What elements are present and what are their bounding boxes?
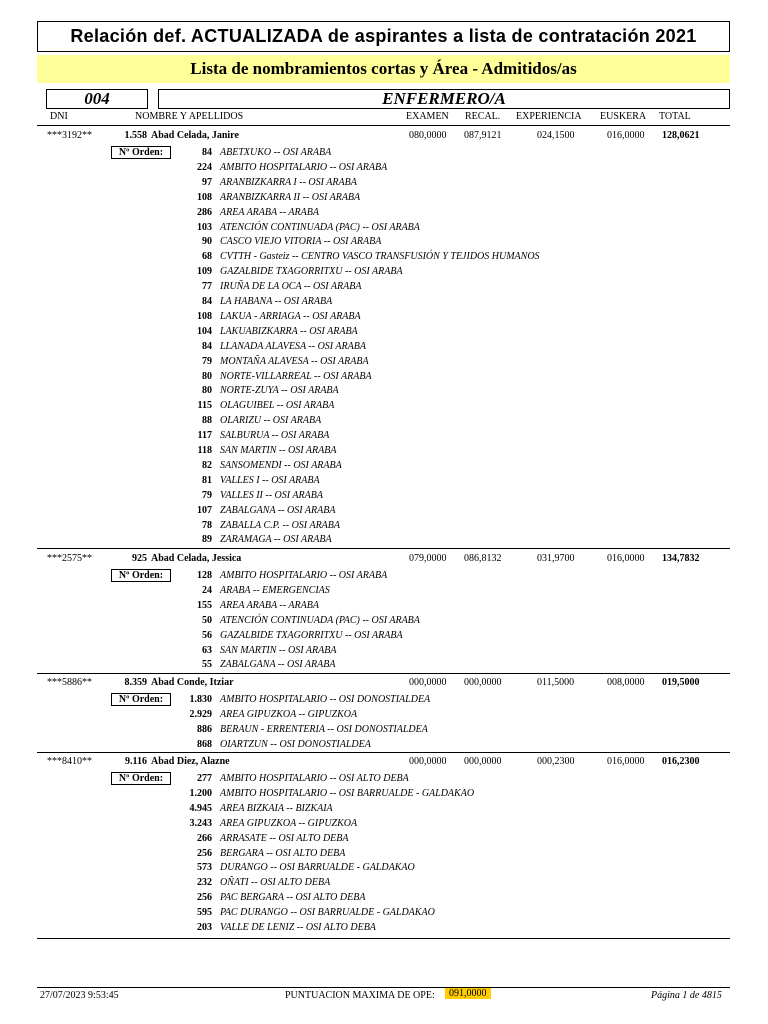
preference-number: 224 <box>197 161 212 173</box>
preference-number: 78 <box>202 519 212 531</box>
preference-area: AREA GIPUZKOA -- GIPUZKOA <box>220 708 358 720</box>
candidate-name: Abad Celada, Janire <box>151 130 239 141</box>
preference-area: ATENCIÓN CONTINUADA (PAC) -- OSI ARABA <box>220 221 420 233</box>
category-name: ENFERMERO/A <box>158 89 730 109</box>
preference-number: 886 <box>197 723 212 735</box>
footer-max-value: 091,0000 <box>445 988 491 999</box>
footer-divider <box>37 987 730 988</box>
candidate-examen: 079,0000 <box>409 553 447 564</box>
preference-area: OLARIZU -- OSI ARABA <box>220 415 322 427</box>
preference-number: 117 <box>197 430 212 442</box>
preference-area: OÑATI -- OSI ALTO DEBA <box>220 877 331 889</box>
preference-area: SAN MARTIN -- OSI ARABA <box>220 445 337 456</box>
candidate-total: 019,5000 <box>662 677 700 688</box>
candidate-recal: 000,0000 <box>464 677 502 688</box>
preference-number: 2.929 <box>189 708 212 720</box>
preference-number: 1.830 <box>189 694 212 705</box>
preference-area: BERGARA -- OSI ALTO DEBA <box>220 847 346 859</box>
preference-number: 103 <box>197 221 212 233</box>
preference-number: 277 <box>197 773 212 784</box>
preference-area: MONTAÑA ALAVESA -- OSI ARABA <box>220 355 369 367</box>
preference-number: 256 <box>197 847 212 859</box>
candidate-recal: 000,0000 <box>464 756 502 767</box>
column-header-total: TOTAL <box>659 111 691 122</box>
preference-area: LA HABANA -- OSI ARABA <box>220 296 333 307</box>
preference-number: 104 <box>197 325 212 337</box>
preference-area: LLANADA ALAVESA -- OSI ARABA <box>220 340 366 352</box>
candidate-number: 8.359 <box>124 677 147 688</box>
preference-number: 84 <box>202 340 212 352</box>
document-subtitle: Lista de nombramientos cortas y Área - Admitidos/as <box>37 55 730 83</box>
preference-number: 118 <box>197 445 212 456</box>
preference-area: AMBITO HOSPITALARIO -- OSI BARRUALDE - GALDAKAO <box>220 787 475 799</box>
preference-area: SAN MARTIN -- OSI ARABA <box>220 644 337 656</box>
preference-number: 55 <box>202 659 212 671</box>
column-header-dni: DNI <box>50 111 68 122</box>
candidate-name: Abad Diez, Alazne <box>151 756 230 767</box>
preference-area: SALBURUA -- OSI ARABA <box>220 430 330 442</box>
preference-area: AMBITO HOSPITALARIO -- OSI ALTO DEBA <box>220 773 409 784</box>
preference-number: 79 <box>202 489 212 501</box>
preference-number: 24 <box>202 584 212 596</box>
candidate-separator <box>37 673 730 674</box>
candidate-dni: ***8410** <box>47 756 92 767</box>
candidate-experiencia: 024,1500 <box>537 130 575 141</box>
preference-number: 4.945 <box>189 802 212 814</box>
column-header-examen: EXAMEN <box>406 111 449 122</box>
preference-number: 3.243 <box>189 817 212 829</box>
preference-number: 1.200 <box>189 787 212 799</box>
candidate-euskera: 016,0000 <box>607 553 645 564</box>
preference-number: 107 <box>197 504 212 516</box>
preference-area: AREA ARABA -- ARABA <box>220 599 319 611</box>
preference-area: AMBITO HOSPITALARIO -- OSI ARABA <box>220 570 388 581</box>
candidate-experiencia: 011,5000 <box>537 677 575 688</box>
footer-max-label: PUNTUACION MAXIMA DE OPE: <box>285 990 435 1001</box>
preference-area: DURANGO -- OSI BARRUALDE - GALDAKAO <box>220 862 415 874</box>
preference-area: LAKUA - ARRIAGA -- OSI ARABA <box>220 310 361 322</box>
candidate-name: Abad Celada, Jessica <box>151 553 242 564</box>
preference-area: AMBITO HOSPITALARIO -- OSI DONOSTIALDEA <box>220 694 431 705</box>
candidate-recal: 086,8132 <box>464 553 502 564</box>
candidate-total: 134,7832 <box>662 553 700 564</box>
preference-area: CVTTH - Gasteiz -- CENTRO VASCO TRANSFUSIÓN Y TEJIDOS HUMANOS <box>220 251 540 263</box>
preference-number: 115 <box>197 400 212 412</box>
preference-number: 155 <box>197 599 212 611</box>
orden-label-box: Nº Orden: <box>111 569 171 582</box>
preference-number: 266 <box>197 832 212 844</box>
document-title: Relación def. ACTUALIZADA de aspirantes a lista de contratación 2021 <box>37 21 730 52</box>
candidate-number: 9.116 <box>125 756 147 767</box>
preference-area: AREA BIZKAIA -- BIZKAIA <box>220 802 333 814</box>
preference-number: 286 <box>197 206 212 218</box>
column-header-recal: RECAL. <box>465 111 501 122</box>
preference-area: LAKUABIZKARRA -- OSI ARABA <box>220 325 358 337</box>
preference-area: CASCO VIEJO VITORIA -- OSI ARABA <box>220 236 382 248</box>
preference-number: 80 <box>202 385 212 397</box>
preference-number: 109 <box>197 266 212 278</box>
preference-area: ARABA -- EMERGENCIAS <box>220 584 330 596</box>
column-header-name: NOMBRE Y APELLIDOS <box>135 111 244 122</box>
preference-area: PAC BERGARA -- OSI ALTO DEBA <box>220 892 366 904</box>
preference-area: ZABALLA C.P. -- OSI ARABA <box>220 519 340 531</box>
preference-area: VALLE DE LENIZ -- OSI ALTO DEBA <box>220 922 376 933</box>
preference-number: 68 <box>202 251 212 263</box>
preference-number: 128 <box>197 570 212 581</box>
candidate-recal: 087,9121 <box>464 130 502 141</box>
preference-area: NORTE-VILLARREAL -- OSI ARABA <box>220 370 372 382</box>
orden-label-box: Nº Orden: <box>111 146 171 159</box>
preference-number: 79 <box>202 355 212 367</box>
candidate-dni: ***2575** <box>47 553 92 564</box>
preference-area: GAZALBIDE TXAGORRITXU -- OSI ARABA <box>220 629 403 641</box>
preference-area: ZABALGANA -- OSI ARABA <box>220 504 336 516</box>
preference-number: 84 <box>202 296 212 307</box>
preference-area: PAC DURANGO -- OSI BARRUALDE - GALDAKAO <box>220 907 435 919</box>
preference-number: 90 <box>202 236 212 248</box>
candidate-euskera: 016,0000 <box>607 130 645 141</box>
candidate-total: 128,0621 <box>662 130 700 141</box>
candidate-euskera: 008,0000 <box>607 677 645 688</box>
preference-number: 595 <box>197 907 212 919</box>
orden-label-box: Nº Orden: <box>111 772 171 785</box>
footer-datetime: 27/07/2023 9:53:45 <box>40 990 119 1001</box>
preference-number: 232 <box>197 877 212 889</box>
preference-number: 108 <box>197 310 212 322</box>
preference-area: OIARTZUN -- OSI DONOSTIALDEA <box>220 738 371 750</box>
candidate-experiencia: 000,2300 <box>537 756 575 767</box>
preference-area: ZARAMAGA -- OSI ARABA <box>220 534 332 546</box>
preference-area: GAZALBIDE TXAGORRITXU -- OSI ARABA <box>220 266 403 278</box>
preference-number: 573 <box>197 862 212 874</box>
preference-number: 256 <box>197 892 212 904</box>
category-code: 004 <box>46 89 148 109</box>
preference-number: 50 <box>202 614 212 626</box>
preference-number: 97 <box>202 176 212 188</box>
preference-area: NORTE-ZUYA -- OSI ARABA <box>220 385 339 397</box>
candidate-number: 1.558 <box>124 130 147 141</box>
preference-area: ATENCIÓN CONTINUADA (PAC) -- OSI ARABA <box>220 614 420 626</box>
preference-number: 84 <box>202 147 212 158</box>
candidate-separator <box>37 752 730 753</box>
preference-area: VALLES II -- OSI ARABA <box>220 489 323 501</box>
preference-area: AREA ARABA -- ARABA <box>220 206 319 218</box>
candidate-number: 925 <box>132 553 147 564</box>
preference-number: 80 <box>202 370 212 382</box>
candidate-dni: ***3192** <box>47 130 92 141</box>
candidate-name: Abad Conde, Itziar <box>151 677 234 688</box>
preference-number: 81 <box>202 474 212 486</box>
column-header-euskera: EUSKERA <box>600 111 647 122</box>
preference-area: ARANBIZKARRA II -- OSI ARABA <box>220 191 361 203</box>
preference-area: IRUÑA DE LA OCA -- OSI ARABA <box>220 281 362 293</box>
preference-area: BERAUN - ERRENTERIA -- OSI DONOSTIALDEA <box>220 723 428 735</box>
preference-area: VALLES I -- OSI ARABA <box>220 474 320 486</box>
preference-number: 63 <box>202 644 212 656</box>
preference-number: 56 <box>202 629 212 641</box>
preference-area: ARANBIZKARRA I -- OSI ARABA <box>220 176 357 188</box>
preference-area: SANSOMENDI -- OSI ARABA <box>220 459 342 471</box>
footer-page-number: Página 1 de 4815 <box>651 990 722 1001</box>
candidate-examen: 000,0000 <box>409 756 447 767</box>
header-divider <box>37 125 730 126</box>
candidate-experiencia: 031,9700 <box>537 553 575 564</box>
candidate-total: 016,2300 <box>662 756 700 767</box>
candidate-separator <box>37 548 730 549</box>
candidate-euskera: 016,0000 <box>607 756 645 767</box>
preference-area: OLAGUIBEL -- OSI ARABA <box>220 400 335 412</box>
column-header-experiencia: EXPERIENCIA <box>516 111 582 122</box>
preference-area: ABETXUKO -- OSI ARABA <box>220 147 332 158</box>
candidate-separator <box>37 938 730 939</box>
preference-area: AMBITO HOSPITALARIO -- OSI ARABA <box>220 161 388 173</box>
candidate-dni: ***5886** <box>47 677 92 688</box>
preference-area: ARRASATE -- OSI ALTO DEBA <box>220 832 349 844</box>
preference-number: 82 <box>202 459 212 471</box>
preference-number: 108 <box>197 191 212 203</box>
preference-area: AREA GIPUZKOA -- GIPUZKOA <box>220 817 358 829</box>
preference-number: 89 <box>202 534 212 546</box>
candidate-examen: 000,0000 <box>409 677 447 688</box>
candidate-examen: 080,0000 <box>409 130 447 141</box>
preference-number: 77 <box>202 281 212 293</box>
preference-number: 88 <box>202 415 212 427</box>
preference-number: 868 <box>197 738 212 750</box>
preference-number: 203 <box>197 922 212 933</box>
preference-area: ZABALGANA -- OSI ARABA <box>220 659 336 671</box>
orden-label-box: Nº Orden: <box>111 693 171 706</box>
